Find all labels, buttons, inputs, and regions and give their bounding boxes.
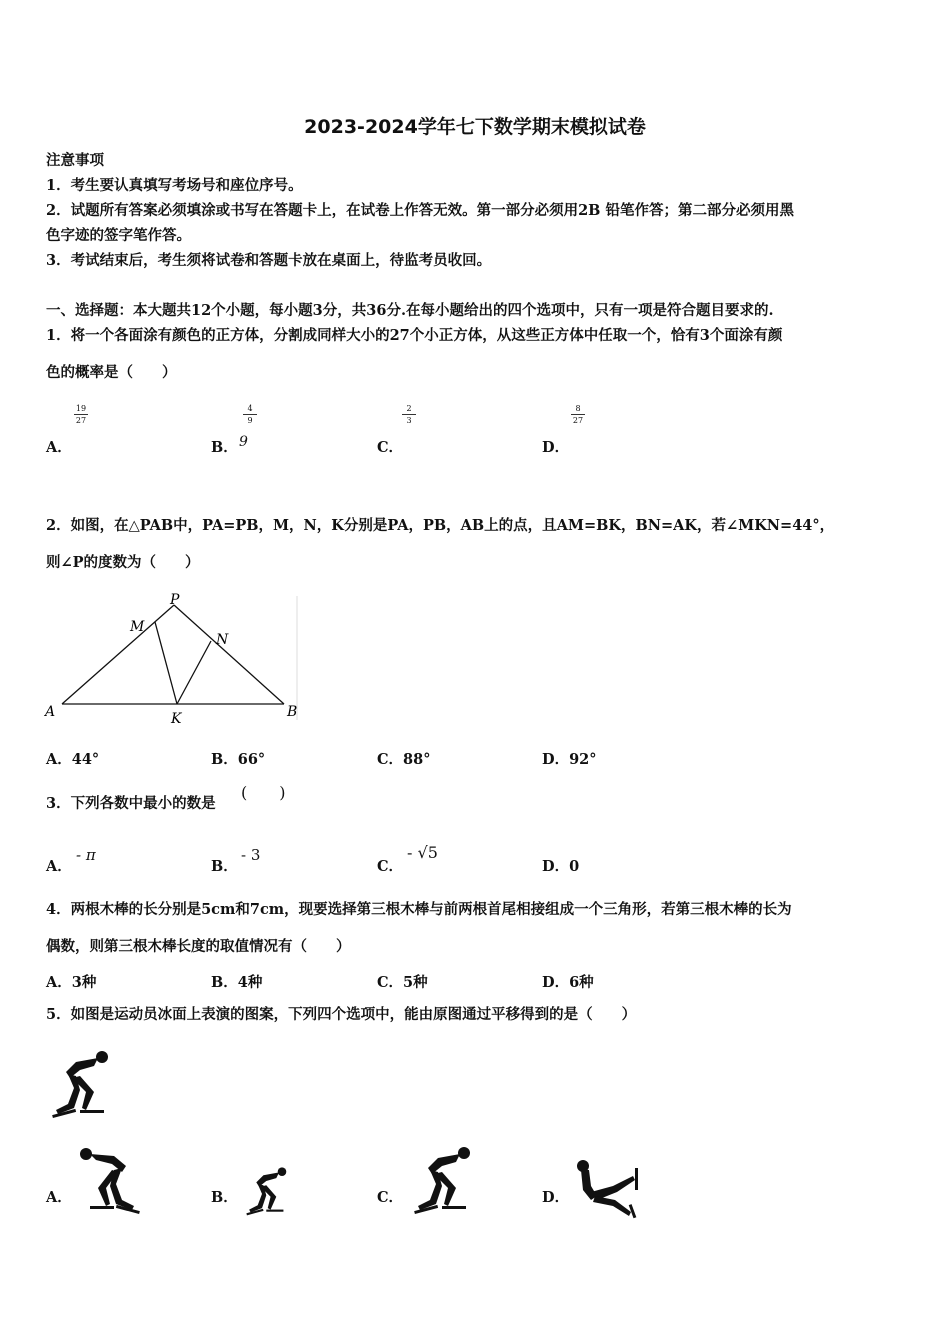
q4-option-b: B．4种 <box>211 974 263 991</box>
q3-option-c-value: - √5 <box>407 843 438 862</box>
q5-original-skater <box>46 1048 116 1120</box>
q5-option-b-skater <box>242 1164 292 1218</box>
segment-kn <box>177 641 211 704</box>
q3-option-b-value: - 3 <box>241 846 261 864</box>
q2-option-c: C．88° <box>377 751 431 768</box>
q4-text-line2: 偶数，则第三根木棒长度的取值情况有（ ） <box>46 938 351 955</box>
q4-option-c: C．5种 <box>377 974 428 991</box>
q3-option-c: C． <box>377 858 404 875</box>
q5-option-c: C． <box>377 1189 404 1206</box>
label-a: A <box>45 704 56 720</box>
page-title: 2023-2024学年七下数学期末模拟试卷 <box>304 116 646 138</box>
section-heading: 一、选择题：本大题共12个小题，每小题3分，共36分.在每小题给出的四个选项中，只有一项是符合题目要求的. <box>46 302 774 319</box>
q1-text-line2: 色的概率是（ ） <box>46 364 177 381</box>
notice-item-2-cont: 色字迹的签字笔作答。 <box>46 227 191 244</box>
label-b: B <box>287 704 298 720</box>
label-p: P <box>170 592 180 608</box>
q2-text-line1: 2．如图，在△PAB中，PA=PB，M，N，K分别是PA，PB，AB上的点，且AM=BK，BN=AK，若∠MKN=44°， <box>46 517 835 534</box>
q3-option-a: A． <box>46 858 72 875</box>
q1-option-c: C． <box>377 439 404 456</box>
q5-option-a: A． <box>46 1189 72 1206</box>
q1-option-a: A． <box>46 439 72 456</box>
q1-fraction-d-den: 27 <box>572 416 584 425</box>
q1-option-d: D． <box>542 439 570 456</box>
q5-option-a-skater <box>76 1142 146 1218</box>
notice-item-3: 3．考试结束后，考生须将试卷和答题卡放在桌面上，待监考员收回。 <box>46 252 492 269</box>
q1-fraction-a-den: 27 <box>75 416 87 425</box>
q1-fraction-c <box>399 404 419 425</box>
q1-fraction-d <box>568 404 588 425</box>
q3-text: 3．下列各数中最小的数是 <box>46 795 216 812</box>
q1-fraction-a-num: 19 <box>75 404 87 413</box>
q5-option-d: D． <box>542 1189 570 1206</box>
q5-text: 5．如图是运动员冰面上表演的图案，下列四个选项中，能由原图通过平移得到的是（ ） <box>46 1006 637 1023</box>
q5-option-d-skater <box>573 1156 645 1220</box>
edge-pb <box>174 605 284 704</box>
label-m: M <box>130 619 145 635</box>
q3-answer-paren: ( ) <box>241 783 286 802</box>
label-k: K <box>171 711 182 727</box>
q5-option-b: B． <box>211 1189 238 1206</box>
q2-option-b: B．66° <box>211 751 266 768</box>
q2-text-line2: 则∠P的度数为（ ） <box>46 554 200 571</box>
q2-option-d: D．92° <box>542 751 597 768</box>
q1-fraction-c-num: 2 <box>406 404 412 413</box>
q1-fraction-d-num: 8 <box>575 404 581 413</box>
q3-option-a-value: - π <box>76 846 96 864</box>
q3-option-d: D．0 <box>542 858 580 875</box>
q1-fraction-b-den: 9 <box>247 416 253 425</box>
q1-option-b-extra: 9 <box>239 434 248 450</box>
q2-option-a: A．44° <box>46 751 100 768</box>
q1-fraction-b-num: 4 <box>247 404 253 413</box>
segment-mk <box>155 622 177 704</box>
label-n: N <box>216 632 229 648</box>
q1-text-line1: 1．将一个各面涂有颜色的正方体，分割成同样大小的27个小正方体，从这些正方体中任取一个，恰有3个面涂有颜 <box>46 327 783 344</box>
q1-fraction-b <box>240 404 260 425</box>
q4-option-d: D．6种 <box>542 974 594 991</box>
q1-option-b: B． <box>211 439 238 456</box>
q3-option-b: B． <box>211 858 238 875</box>
q4-option-a: A．3种 <box>46 974 97 991</box>
notice-item-1: 1．考生要认真填写考场号和座位序号。 <box>46 177 303 194</box>
q1-fraction-a <box>71 404 91 425</box>
notice-heading: 注意事项 <box>46 152 104 169</box>
q1-fraction-c-den: 3 <box>406 416 412 425</box>
notice-item-2: 2．试题所有答案必须填涂或书写在答题卡上，在试卷上作答无效。第一部分必须用2B 铅笔作答；第二部分必须用黑 <box>46 202 794 219</box>
q2-triangle-figure <box>40 588 302 730</box>
edge-pa <box>62 605 174 704</box>
q4-text-line1: 4．两根木棒的长分别是5cm和7cm，现要选择第三根木棒与前两根首尾相接组成一个三角形，若第三根木棒的长为 <box>46 901 792 918</box>
q5-option-c-skater <box>408 1144 478 1216</box>
